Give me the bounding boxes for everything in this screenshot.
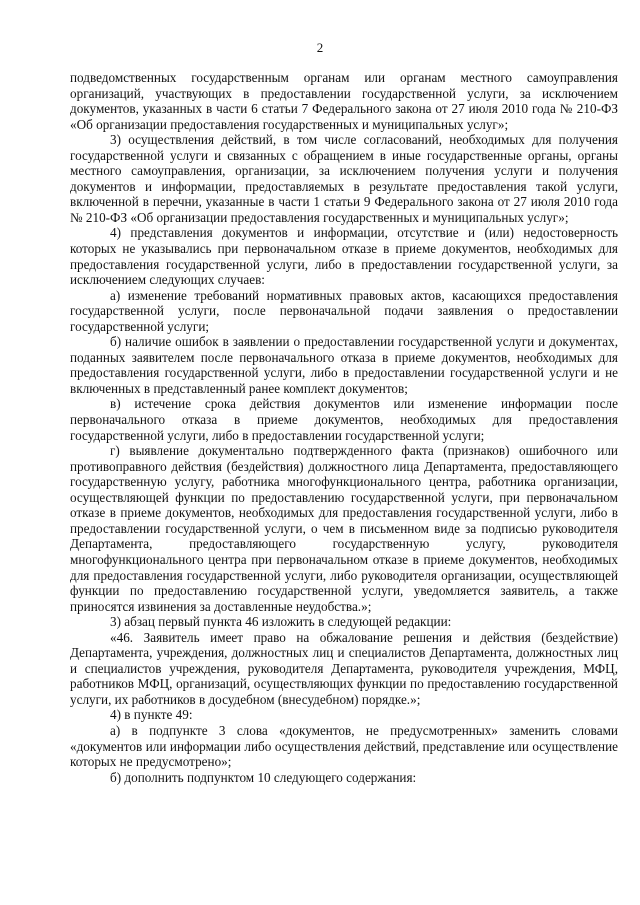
- paragraph-amendment-4: 4) в пункте 49:: [110, 707, 193, 723]
- document-body: [70, 70, 618, 785]
- paragraph-subitem-v: в) истечение срока действия документов или изменение информации после первоначального отказа в приеме документов, необходимых для предоставления государственной услуги, либо в предоставлении государственной услуги;: [70, 396, 618, 443]
- paragraph-subitem-a: а) изменение требований нормативных правовых актов, касающихся предоставления государственной услуги, после первоначальной подачи заявления о предоставлении государственной услуги;: [70, 287, 618, 334]
- paragraph-amendment-3: 3) абзац первый пункта 46 изложить в следующей редакции:: [110, 614, 452, 630]
- paragraph-point-46: «46. Заявитель имеет право на обжалование решения и действия (бездействие) Департамента, учреждения, должностных лиц и специалистов Департамента, должностных лиц и специалистов учреждения, руководителя Департамента, руководителя учреждения, МФЦ, работников МФЦ, организаций, осуществляющих функции по предоставлению государственной услуги, их работников в досудебном (внесудебном) порядке.»;: [70, 629, 618, 707]
- paragraph-item-3: 3) осуществления действий, в том числе согласований, необходимых для получения государственной услуги и связанных с обращением в иные государственные органы, органы местного самоуправления, организации, за исключением получения услуги и получения документов и информации, предоставляемых в результате предоставления такой услуги, включенной в перечни, указанные в части 1 статьи 9 Федерального закона от 27 июля 2010 года № 210-ФЗ «Об организации предоставления государственных и муниципальных услуг»;: [70, 132, 618, 225]
- paragraph-amendment-4a: а) в подпункте 3 слова «документов, не предусмотренных» заменить словами «документов или информации либо осуществления действий, представление или осуществление которых не предусмотрено»;: [70, 722, 618, 770]
- paragraph-continuation: подведомственных государственным органам или органам местного самоуправления организаций, участвующих в предоставлении государственной услуги, за исключением документов, указанных в части 6 статьи 7 Федерального закона от 27 июля 2010 года № 210-ФЗ «Об организации предоставления государственных и муниципальных услуг»;: [70, 70, 618, 132]
- paragraph-subitem-g: г) выявление документально подтвержденного факта (признаков) ошибочного или противоправного действия (бездействия) должностного лица Департамента, предоставляющего государственную услугу, работника многофункционального центра, работника организации, осуществляющей функции по предоставлению государственной услуги, при первоначальном отказе в приеме документов, необходимых для предоставления государственной услуги, либо в предоставлении государственной услуги, о чем в письменном виде за подписью руководителя Департамента, предоставляющего государственную услугу, руководителя многофункционального центра при первоначальном отказе в приеме документов, необходимых для предоставления государственной услуги, либо руководителя организации, осуществляющей функции по предоставлению государственной услуги, уведомляется заявитель, а также приносятся извинения за доставленные неудобства.»;: [70, 443, 618, 614]
- page-number: 2: [316, 40, 324, 55]
- paragraph-amendment-4b: б) дополнить подпунктом 10 следующего содержания:: [110, 769, 417, 785]
- paragraph-item-4: 4) представления документов и информации, отсутствие и (или) недостоверность которых не указывались при первоначальном отказе в приеме документов, необходимых для предоставления государственной услуги, либо в предоставлении государственной услуги, за исключением следующих случаев:: [70, 225, 618, 288]
- paragraph-subitem-b: б) наличие ошибок в заявлении о предоставлении государственной услуги и документах, поданных заявителем после первоначального отказа в приеме документов, необходимых для предоставления государственной услуги, либо в предоставлении государственной услуги и не включенных в представленный ранее комплект документов;: [70, 334, 618, 396]
